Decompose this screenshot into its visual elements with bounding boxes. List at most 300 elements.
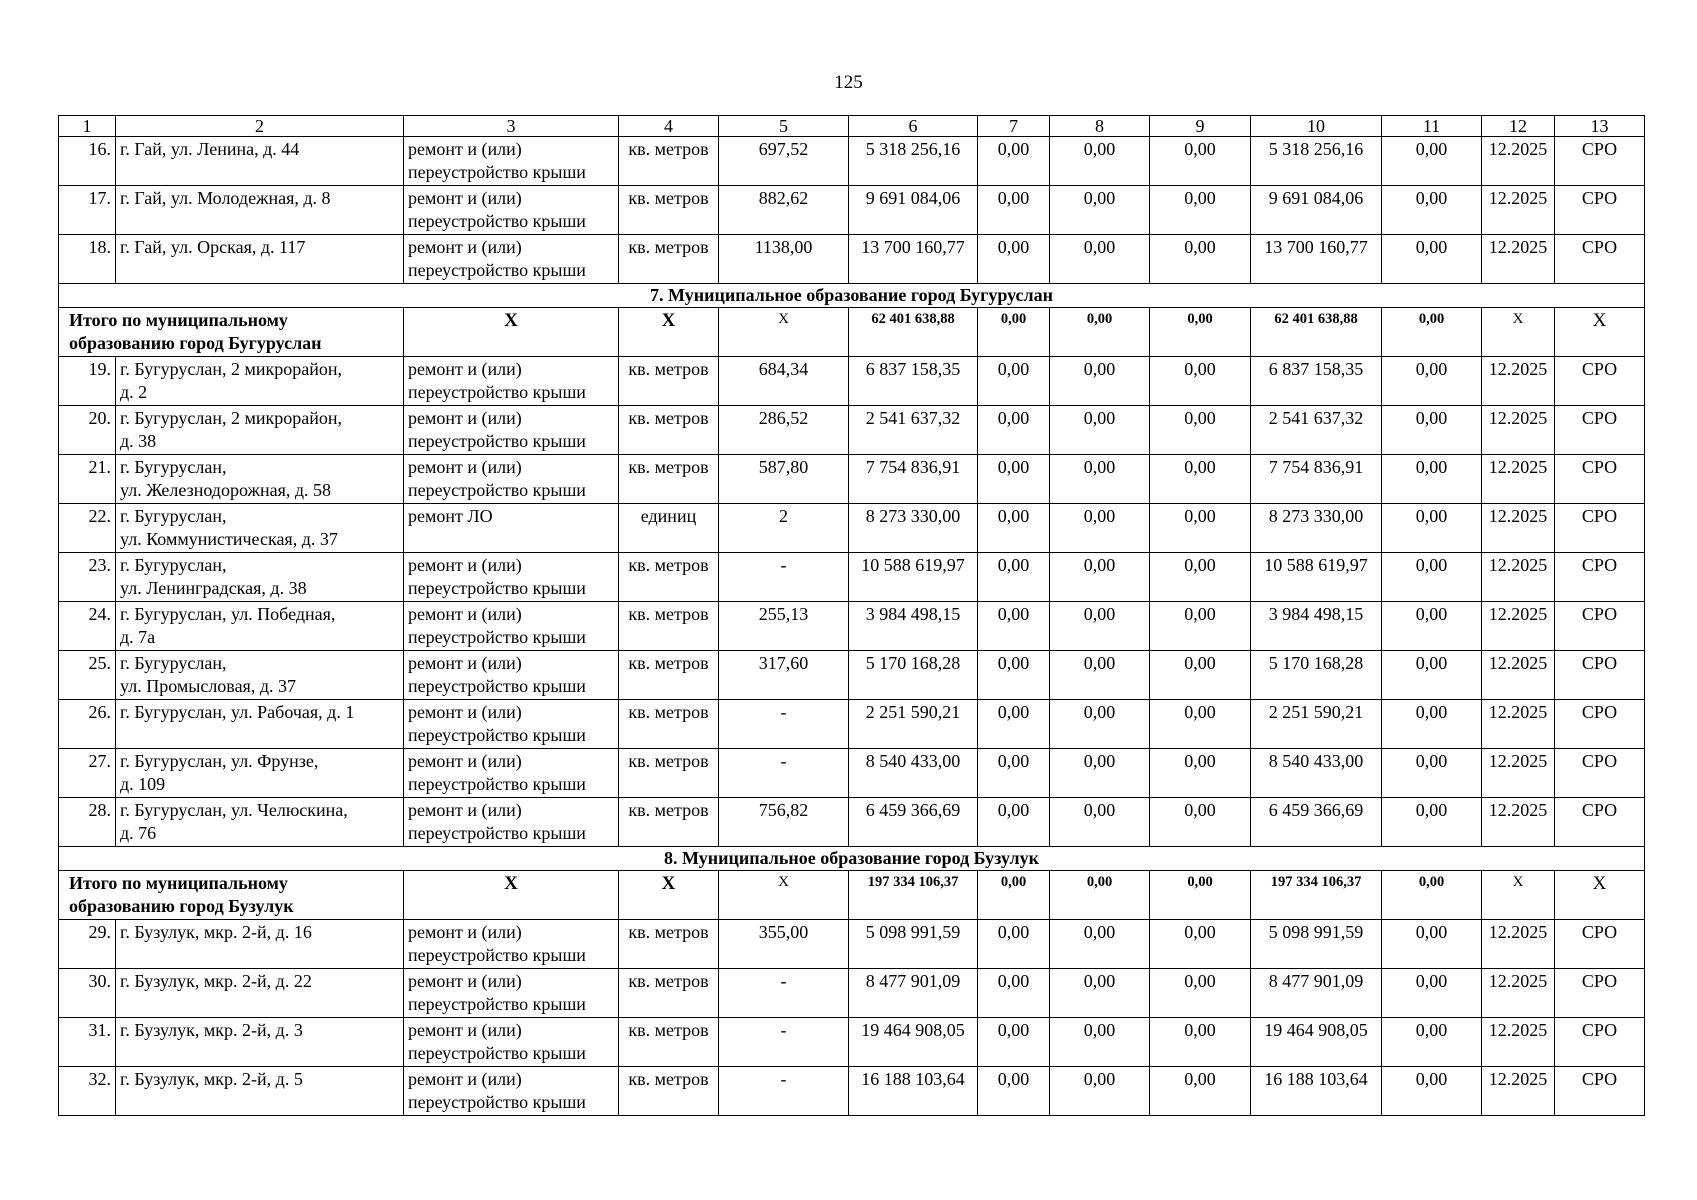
total-cost-cell: 8 540 433,00: [849, 749, 978, 798]
completion-date-cell: 12.2025: [1482, 920, 1555, 969]
address-cell-line: г. Бузулук, мкр. 2-й, д. 16: [120, 922, 312, 942]
address-cell: [116, 969, 404, 1018]
executor-cell: СРО: [1555, 406, 1645, 455]
address-cell-line: ул. Железнодорожная, д. 58: [120, 480, 332, 500]
regional-operator-funds-cell: 9 691 084,06: [1251, 186, 1382, 235]
quantity-cell: -: [719, 700, 849, 749]
work-type-cell-line: ремонт и (или): [408, 1069, 522, 1089]
address-cell-line: г. Бугуруслан, 2 микрорайон,: [120, 359, 343, 379]
address-cell: [116, 1018, 404, 1067]
total-cost-cell: 5 170 168,28: [849, 651, 978, 700]
work-type-cell: [404, 798, 619, 847]
address-cell: [116, 455, 404, 504]
work-type-cell: [404, 700, 619, 749]
work-type-cell-line: ремонт и (или): [408, 555, 522, 575]
fund-source-8-cell: 0,00: [1050, 553, 1150, 602]
regional-operator-funds-cell: 7 754 836,91: [1251, 455, 1382, 504]
quantity-cell: 317,60: [719, 651, 849, 700]
work-type-cell-line: ремонт и (или): [408, 188, 522, 208]
row-number: 17.: [59, 186, 116, 235]
section-header-row: [59, 847, 1645, 871]
table-row: [59, 553, 1645, 602]
column-number: 7: [978, 116, 1050, 137]
work-type-cell: [404, 357, 619, 406]
completion-date-cell: 12.2025: [1482, 749, 1555, 798]
total-x-cell: Х: [1555, 871, 1645, 920]
regional-operator-funds-cell: 8 540 433,00: [1251, 749, 1382, 798]
page-number: 125: [834, 72, 863, 93]
total-regional-operator-funds-cell: 62 401 638,88: [1251, 308, 1382, 357]
quantity-cell: 1138,00: [719, 235, 849, 284]
municipality-total-row: [59, 871, 1645, 920]
fund-source-9-cell: 0,00: [1150, 1067, 1251, 1116]
fund-source-8-cell: 0,00: [1050, 651, 1150, 700]
quantity-cell: -: [719, 1067, 849, 1116]
total-cost-cell: 2 251 590,21: [849, 700, 978, 749]
quantity-cell: -: [719, 553, 849, 602]
work-type-cell: [404, 406, 619, 455]
fund-source-11-cell: 0,00: [1382, 235, 1482, 284]
table-row: [59, 749, 1645, 798]
work-type-cell-line: переустройство крыши: [408, 1043, 586, 1063]
work-type-cell-line: ремонт и (или): [408, 922, 522, 942]
row-number: 28.: [59, 798, 116, 847]
work-type-cell: [404, 235, 619, 284]
executor-cell: СРО: [1555, 700, 1645, 749]
total-cost-cell: 7 754 836,91: [849, 455, 978, 504]
total-cost-cell: 3 984 498,15: [849, 602, 978, 651]
executor-cell: СРО: [1555, 504, 1645, 553]
unit-cell: кв. метров: [619, 186, 719, 235]
work-type-cell: [404, 455, 619, 504]
fund-source-11-cell: 0,00: [1382, 920, 1482, 969]
address-cell-line: г. Бугуруслан, 2 микрорайон,: [120, 408, 343, 428]
completion-date-cell: 12.2025: [1482, 969, 1555, 1018]
work-type-cell-line: ремонт ЛО: [408, 506, 493, 526]
completion-date-cell: 12.2025: [1482, 1018, 1555, 1067]
address-cell: [116, 651, 404, 700]
quantity-cell: -: [719, 1018, 849, 1067]
total-cost-cell: 5 098 991,59: [849, 920, 978, 969]
fund-source-7-cell: 0,00: [978, 553, 1050, 602]
total-fund-source-7-cell: 0,00: [978, 871, 1050, 920]
capital-repair-table: [58, 115, 1645, 1116]
row-number: 27.: [59, 749, 116, 798]
total-label-line: образованию город Бугуруслан: [69, 333, 322, 353]
work-type-cell: [404, 504, 619, 553]
total-fund-source-8-cell: 0,00: [1050, 308, 1150, 357]
work-type-cell-line: ремонт и (или): [408, 359, 522, 379]
unit-cell: кв. метров: [619, 357, 719, 406]
completion-date-cell: 12.2025: [1482, 798, 1555, 847]
fund-source-8-cell: 0,00: [1050, 700, 1150, 749]
table-row: [59, 504, 1645, 553]
work-type-cell: [404, 602, 619, 651]
executor-cell: СРО: [1555, 235, 1645, 284]
table-row: [59, 1018, 1645, 1067]
table-row: [59, 651, 1645, 700]
total-label: [59, 871, 404, 920]
address-cell: [116, 137, 404, 186]
address-cell-line: г. Бугуруслан, ул. Челюскина,: [120, 800, 348, 820]
fund-source-9-cell: 0,00: [1150, 504, 1251, 553]
total-x-cell: Х: [619, 308, 719, 357]
total-label-line: Итого по муниципальному: [69, 873, 288, 893]
fund-source-8-cell: 0,00: [1050, 798, 1150, 847]
work-type-cell-line: переустройство крыши: [408, 480, 586, 500]
address-cell-line: г. Бугуруслан,: [120, 506, 227, 526]
fund-source-9-cell: 0,00: [1150, 1018, 1251, 1067]
work-type-cell: [404, 1018, 619, 1067]
total-cost-cell: 19 464 908,05: [849, 1018, 978, 1067]
work-type-cell: [404, 969, 619, 1018]
quantity-cell: 286,52: [719, 406, 849, 455]
work-type-cell-line: ремонт и (или): [408, 139, 522, 159]
unit-cell: кв. метров: [619, 235, 719, 284]
work-type-cell-line: переустройство крыши: [408, 945, 586, 965]
completion-date-cell: 12.2025: [1482, 700, 1555, 749]
column-number: 6: [849, 116, 978, 137]
executor-cell: СРО: [1555, 186, 1645, 235]
total-cost-cell: 8 477 901,09: [849, 969, 978, 1018]
column-number: 11: [1382, 116, 1482, 137]
unit-cell: кв. метров: [619, 1067, 719, 1116]
unit-cell: кв. метров: [619, 749, 719, 798]
work-type-cell-line: переустройство крыши: [408, 162, 586, 182]
column-number: 4: [619, 116, 719, 137]
total-cost-cell: 6 459 366,69: [849, 798, 978, 847]
total-cost-cell: 9 691 084,06: [849, 186, 978, 235]
total-x-cell: Х: [619, 871, 719, 920]
regional-operator-funds-cell: 5 098 991,59: [1251, 920, 1382, 969]
total-x-cell: Х: [1482, 308, 1555, 357]
table-row: [59, 798, 1645, 847]
fund-source-9-cell: 0,00: [1150, 357, 1251, 406]
row-number: 22.: [59, 504, 116, 553]
work-type-cell-line: ремонт и (или): [408, 1020, 522, 1040]
fund-source-11-cell: 0,00: [1382, 553, 1482, 602]
work-type-cell-line: переустройство крыши: [408, 774, 586, 794]
total-fund-source-8-cell: 0,00: [1050, 871, 1150, 920]
quantity-cell: -: [719, 749, 849, 798]
address-cell: [116, 602, 404, 651]
total-cost-cell: 13 700 160,77: [849, 235, 978, 284]
address-cell-line: г. Бугуруслан,: [120, 555, 227, 575]
total-x-cell: Х: [719, 871, 849, 920]
row-number: 31.: [59, 1018, 116, 1067]
total-cost-cell: 5 318 256,16: [849, 137, 978, 186]
fund-source-8-cell: 0,00: [1050, 1067, 1150, 1116]
regional-operator-funds-cell: 5 170 168,28: [1251, 651, 1382, 700]
section-header-row: [59, 284, 1645, 308]
fund-source-11-cell: 0,00: [1382, 1067, 1482, 1116]
row-number: 19.: [59, 357, 116, 406]
fund-source-7-cell: 0,00: [978, 235, 1050, 284]
completion-date-cell: 12.2025: [1482, 504, 1555, 553]
fund-source-7-cell: 0,00: [978, 1067, 1050, 1116]
address-cell-line: г. Бугуруслан,: [120, 653, 227, 673]
column-number-row: [59, 116, 1645, 137]
fund-source-7-cell: 0,00: [978, 137, 1050, 186]
regional-operator-funds-cell: 3 984 498,15: [1251, 602, 1382, 651]
work-type-cell-line: переустройство крыши: [408, 260, 586, 280]
address-cell: [116, 357, 404, 406]
total-x-cell: Х: [1555, 308, 1645, 357]
quantity-cell: 2: [719, 504, 849, 553]
completion-date-cell: 12.2025: [1482, 406, 1555, 455]
work-type-cell-line: ремонт и (или): [408, 800, 522, 820]
work-type-cell: [404, 137, 619, 186]
completion-date-cell: 12.2025: [1482, 137, 1555, 186]
fund-source-8-cell: 0,00: [1050, 1018, 1150, 1067]
table-row: [59, 700, 1645, 749]
address-cell: [116, 406, 404, 455]
fund-source-9-cell: 0,00: [1150, 700, 1251, 749]
row-number: 23.: [59, 553, 116, 602]
unit-cell: кв. метров: [619, 920, 719, 969]
address-cell: [116, 1067, 404, 1116]
fund-source-11-cell: 0,00: [1382, 651, 1482, 700]
fund-source-9-cell: 0,00: [1150, 235, 1251, 284]
completion-date-cell: 12.2025: [1482, 602, 1555, 651]
regional-operator-funds-cell: 10 588 619,97: [1251, 553, 1382, 602]
table-row: [59, 1067, 1645, 1116]
fund-source-7-cell: 0,00: [978, 969, 1050, 1018]
section-title: 7. Муниципальное образование город Бугуруслан: [59, 284, 1645, 308]
quantity-cell: 756,82: [719, 798, 849, 847]
row-number: 18.: [59, 235, 116, 284]
column-number: 8: [1050, 116, 1150, 137]
work-type-cell-line: ремонт и (или): [408, 971, 522, 991]
fund-source-8-cell: 0,00: [1050, 920, 1150, 969]
address-cell-line: ул. Ленинградская, д. 38: [120, 578, 307, 598]
address-cell-line: г. Бугуруслан, ул. Победная,: [120, 604, 336, 624]
regional-operator-funds-cell: 8 273 330,00: [1251, 504, 1382, 553]
executor-cell: СРО: [1555, 602, 1645, 651]
total-fund-source-11-cell: 0,00: [1382, 308, 1482, 357]
total-total-cost-cell: 197 334 106,37: [849, 871, 978, 920]
fund-source-8-cell: 0,00: [1050, 504, 1150, 553]
address-cell-line: д. 2: [120, 382, 148, 402]
completion-date-cell: 12.2025: [1482, 357, 1555, 406]
address-cell: [116, 920, 404, 969]
executor-cell: СРО: [1555, 798, 1645, 847]
address-cell-line: д. 38: [120, 431, 157, 451]
fund-source-7-cell: 0,00: [978, 186, 1050, 235]
unit-cell: кв. метров: [619, 137, 719, 186]
address-cell: [116, 700, 404, 749]
table-row: [59, 969, 1645, 1018]
regional-operator-funds-cell: 6 459 366,69: [1251, 798, 1382, 847]
executor-cell: СРО: [1555, 969, 1645, 1018]
fund-source-7-cell: 0,00: [978, 651, 1050, 700]
unit-cell: кв. метров: [619, 798, 719, 847]
total-total-cost-cell: 62 401 638,88: [849, 308, 978, 357]
quantity-cell: 355,00: [719, 920, 849, 969]
row-number: 25.: [59, 651, 116, 700]
regional-operator-funds-cell: 19 464 908,05: [1251, 1018, 1382, 1067]
total-fund-source-9-cell: 0,00: [1150, 308, 1251, 357]
quantity-cell: 684,34: [719, 357, 849, 406]
total-cost-cell: 6 837 158,35: [849, 357, 978, 406]
total-label-line: Итого по муниципальному: [69, 310, 288, 330]
quantity-cell: 882,62: [719, 186, 849, 235]
row-number: 30.: [59, 969, 116, 1018]
fund-source-7-cell: 0,00: [978, 798, 1050, 847]
fund-source-11-cell: 0,00: [1382, 186, 1482, 235]
fund-source-11-cell: 0,00: [1382, 455, 1482, 504]
executor-cell: СРО: [1555, 553, 1645, 602]
work-type-cell-line: переустройство крыши: [408, 382, 586, 402]
fund-source-11-cell: 0,00: [1382, 1018, 1482, 1067]
address-cell-line: г. Гай, ул. Орская, д. 117: [120, 237, 306, 257]
work-type-cell-line: ремонт и (или): [408, 751, 522, 771]
work-type-cell-line: ремонт и (или): [408, 408, 522, 428]
unit-cell: кв. метров: [619, 455, 719, 504]
fund-source-11-cell: 0,00: [1382, 700, 1482, 749]
fund-source-11-cell: 0,00: [1382, 504, 1482, 553]
table-row: [59, 357, 1645, 406]
total-cost-cell: 2 541 637,32: [849, 406, 978, 455]
row-number: 24.: [59, 602, 116, 651]
address-cell: [116, 798, 404, 847]
unit-cell: кв. метров: [619, 1018, 719, 1067]
total-fund-source-11-cell: 0,00: [1382, 871, 1482, 920]
address-cell-line: ул. Промысловая, д. 37: [120, 676, 296, 696]
address-cell-line: г. Бузулук, мкр. 2-й, д. 3: [120, 1020, 303, 1040]
table-row: [59, 235, 1645, 284]
fund-source-7-cell: 0,00: [978, 602, 1050, 651]
work-type-cell: [404, 651, 619, 700]
table-row: [59, 602, 1645, 651]
work-type-cell-line: переустройство крыши: [408, 823, 586, 843]
fund-source-9-cell: 0,00: [1150, 553, 1251, 602]
municipality-total-row: [59, 308, 1645, 357]
completion-date-cell: 12.2025: [1482, 235, 1555, 284]
executor-cell: СРО: [1555, 1018, 1645, 1067]
quantity-cell: 697,52: [719, 137, 849, 186]
unit-cell: кв. метров: [619, 553, 719, 602]
fund-source-9-cell: 0,00: [1150, 602, 1251, 651]
address-cell-line: г. Бугуруслан, ул. Фрунзе,: [120, 751, 319, 771]
table-row: [59, 455, 1645, 504]
row-number: 32.: [59, 1067, 116, 1116]
regional-operator-funds-cell: 13 700 160,77: [1251, 235, 1382, 284]
completion-date-cell: 12.2025: [1482, 1067, 1555, 1116]
total-x-cell: Х: [404, 871, 619, 920]
work-type-cell-line: переустройство крыши: [408, 676, 586, 696]
fund-source-8-cell: 0,00: [1050, 602, 1150, 651]
completion-date-cell: 12.2025: [1482, 186, 1555, 235]
total-label: [59, 308, 404, 357]
unit-cell: единиц: [619, 504, 719, 553]
fund-source-11-cell: 0,00: [1382, 749, 1482, 798]
work-type-cell-line: ремонт и (или): [408, 457, 522, 477]
fund-source-11-cell: 0,00: [1382, 798, 1482, 847]
address-cell-line: г. Бугуруслан, ул. Рабочая, д. 1: [120, 702, 355, 722]
address-cell: [116, 749, 404, 798]
table-row: [59, 137, 1645, 186]
address-cell-line: г. Бузулук, мкр. 2-й, д. 22: [120, 971, 312, 991]
fund-source-8-cell: 0,00: [1050, 137, 1150, 186]
address-cell-line: д. 76: [120, 823, 157, 843]
address-cell-line: д. 109: [120, 774, 166, 794]
regional-operator-funds-cell: 2 541 637,32: [1251, 406, 1382, 455]
fund-source-11-cell: 0,00: [1382, 137, 1482, 186]
executor-cell: СРО: [1555, 749, 1645, 798]
total-regional-operator-funds-cell: 197 334 106,37: [1251, 871, 1382, 920]
fund-source-7-cell: 0,00: [978, 357, 1050, 406]
executor-cell: СРО: [1555, 651, 1645, 700]
work-type-cell-line: переустройство крыши: [408, 578, 586, 598]
address-cell: [116, 553, 404, 602]
total-cost-cell: 8 273 330,00: [849, 504, 978, 553]
address-cell: [116, 186, 404, 235]
fund-source-9-cell: 0,00: [1150, 969, 1251, 1018]
total-fund-source-9-cell: 0,00: [1150, 871, 1251, 920]
row-number: 26.: [59, 700, 116, 749]
table-row: [59, 920, 1645, 969]
unit-cell: кв. метров: [619, 969, 719, 1018]
fund-source-7-cell: 0,00: [978, 406, 1050, 455]
unit-cell: кв. метров: [619, 700, 719, 749]
executor-cell: СРО: [1555, 920, 1645, 969]
fund-source-8-cell: 0,00: [1050, 235, 1150, 284]
work-type-cell-line: ремонт и (или): [408, 653, 522, 673]
total-x-cell: Х: [404, 308, 619, 357]
address-cell-line: г. Бузулук, мкр. 2-й, д. 5: [120, 1069, 303, 1089]
quantity-cell: 587,80: [719, 455, 849, 504]
fund-source-9-cell: 0,00: [1150, 920, 1251, 969]
table-row: [59, 186, 1645, 235]
work-type-cell: [404, 920, 619, 969]
address-cell-line: г. Гай, ул. Молодежная, д. 8: [120, 188, 331, 208]
executor-cell: СРО: [1555, 357, 1645, 406]
column-number: 9: [1150, 116, 1251, 137]
regional-operator-funds-cell: 6 837 158,35: [1251, 357, 1382, 406]
row-number: 29.: [59, 920, 116, 969]
work-type-cell-line: переустройство крыши: [408, 725, 586, 745]
work-type-cell-line: ремонт и (или): [408, 702, 522, 722]
fund-source-8-cell: 0,00: [1050, 455, 1150, 504]
completion-date-cell: 12.2025: [1482, 455, 1555, 504]
work-type-cell: [404, 749, 619, 798]
fund-source-7-cell: 0,00: [978, 749, 1050, 798]
fund-source-7-cell: 0,00: [978, 700, 1050, 749]
regional-operator-funds-cell: 8 477 901,09: [1251, 969, 1382, 1018]
regional-operator-funds-cell: 5 318 256,16: [1251, 137, 1382, 186]
column-number: 12: [1482, 116, 1555, 137]
work-type-cell: [404, 186, 619, 235]
completion-date-cell: 12.2025: [1482, 553, 1555, 602]
executor-cell: СРО: [1555, 1067, 1645, 1116]
fund-source-9-cell: 0,00: [1150, 137, 1251, 186]
fund-source-11-cell: 0,00: [1382, 406, 1482, 455]
address-cell-line: д. 7а: [120, 627, 156, 647]
fund-source-8-cell: 0,00: [1050, 357, 1150, 406]
fund-source-7-cell: 0,00: [978, 504, 1050, 553]
fund-source-11-cell: 0,00: [1382, 602, 1482, 651]
fund-source-9-cell: 0,00: [1150, 798, 1251, 847]
row-number: 16.: [59, 137, 116, 186]
fund-source-8-cell: 0,00: [1050, 406, 1150, 455]
fund-source-11-cell: 0,00: [1382, 969, 1482, 1018]
fund-source-7-cell: 0,00: [978, 920, 1050, 969]
work-type-cell-line: ремонт и (или): [408, 237, 522, 257]
work-type-cell-line: переустройство крыши: [408, 994, 586, 1014]
work-type-cell: [404, 1067, 619, 1116]
total-x-cell: Х: [1482, 871, 1555, 920]
